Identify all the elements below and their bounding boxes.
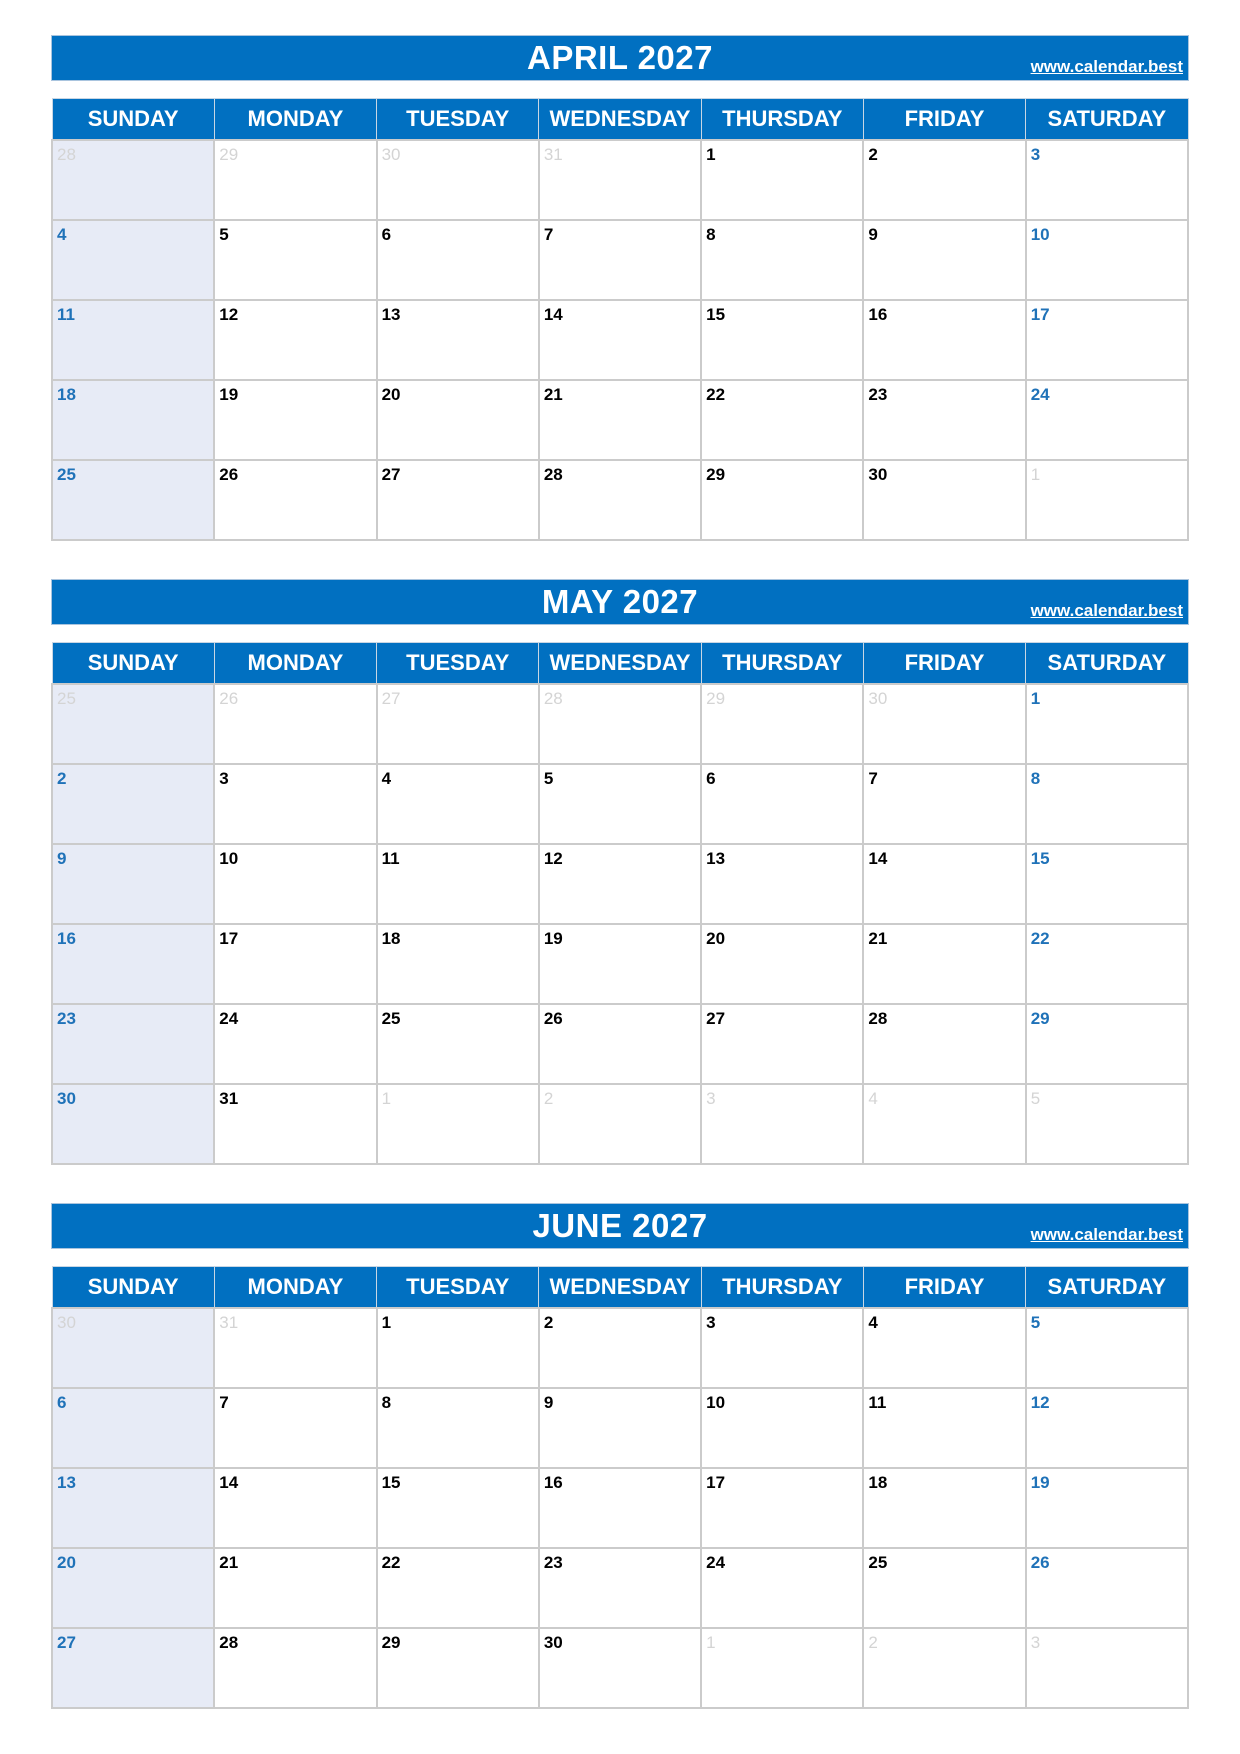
day-number: 30 [868, 465, 888, 484]
day-number: 23 [543, 1553, 563, 1572]
day-cell[interactable] [214, 140, 376, 220]
weekday-header-tuesday: TUESDAY [377, 99, 539, 141]
day-cell[interactable] [52, 1004, 214, 1084]
day-number: 28 [868, 1009, 888, 1028]
day-cell[interactable] [863, 1388, 1025, 1468]
day-number: 2 [543, 1313, 554, 1332]
day-cell[interactable] [214, 380, 376, 460]
weekday-header-monday: MONDAY [214, 1267, 376, 1309]
other-month-day-number: 30 [57, 1313, 76, 1332]
day-cell[interactable] [52, 684, 214, 764]
day-cell[interactable] [863, 764, 1025, 844]
week-row [52, 1548, 1188, 1628]
month-block-june [51, 1203, 1189, 1652]
day-cell[interactable] [539, 1388, 701, 1468]
day-number: 17 [706, 1473, 726, 1492]
other-month-day-number: 29 [219, 145, 239, 164]
day-cell[interactable] [863, 220, 1025, 300]
calendar-grid [51, 1266, 1189, 1709]
day-cell[interactable] [539, 300, 701, 380]
day-cell[interactable] [377, 1308, 539, 1388]
other-month-day-number: 26 [219, 689, 239, 708]
day-number: 27 [706, 1009, 726, 1028]
other-month-day-number: 2 [543, 1089, 554, 1108]
day-number: 11 [868, 1393, 887, 1412]
day-cell[interactable] [701, 924, 863, 1004]
day-number: 18 [868, 1473, 888, 1492]
day-cell[interactable] [214, 1468, 376, 1548]
day-number: 12 [543, 849, 563, 868]
day-cell[interactable] [214, 1004, 376, 1084]
day-number: 6 [57, 1393, 67, 1412]
other-month-day-number: 3 [706, 1089, 716, 1108]
day-number: 21 [219, 1553, 239, 1572]
day-cell[interactable] [863, 1628, 1025, 1708]
weekday-header-row [52, 643, 1188, 685]
day-number: 14 [868, 849, 888, 868]
other-month-day-number: 27 [381, 689, 401, 708]
day-cell[interactable] [863, 1004, 1025, 1084]
day-number: 22 [706, 385, 726, 404]
day-cell[interactable] [1026, 1308, 1188, 1388]
day-number: 8 [1030, 769, 1041, 788]
day-cell[interactable] [539, 1548, 701, 1628]
day-cell[interactable] [377, 1084, 539, 1164]
calendar-grid [51, 98, 1189, 541]
other-month-day-number: 28 [543, 689, 563, 708]
week-row [52, 300, 1188, 380]
month-title: APRIL 2027 [527, 39, 713, 76]
other-month-day-number: 31 [543, 145, 563, 164]
day-number: 26 [543, 1009, 563, 1028]
other-month-day-number: 3 [1030, 1633, 1041, 1652]
website-link[interactable]: www.calendar.best [1030, 57, 1183, 76]
day-cell[interactable] [52, 764, 214, 844]
day-number: 18 [57, 385, 76, 404]
day-number: 2 [868, 145, 878, 164]
day-number: 25 [868, 1553, 888, 1572]
day-cell[interactable] [539, 380, 701, 460]
day-cell[interactable] [52, 1308, 214, 1388]
day-number: 4 [868, 1313, 878, 1332]
day-cell[interactable] [377, 300, 539, 380]
week-row [52, 1084, 1188, 1164]
day-number: 25 [57, 465, 76, 484]
weekday-header-thursday: THURSDAY [701, 99, 863, 141]
day-cell[interactable] [863, 140, 1025, 220]
day-number: 30 [543, 1633, 563, 1652]
day-cell[interactable] [701, 684, 863, 764]
weekday-header-wednesday: WEDNESDAY [539, 99, 701, 141]
weekday-header-tuesday: TUESDAY [377, 1267, 539, 1309]
day-number: 5 [543, 769, 554, 788]
day-number: 18 [381, 929, 401, 948]
day-cell[interactable] [214, 684, 376, 764]
day-cell[interactable] [539, 460, 701, 540]
day-cell[interactable] [377, 1628, 539, 1708]
day-cell[interactable] [1026, 684, 1188, 764]
day-cell[interactable] [52, 140, 214, 220]
weekday-header-friday: FRIDAY [863, 99, 1025, 141]
day-cell[interactable] [214, 220, 376, 300]
day-number: 9 [543, 1393, 554, 1412]
other-month-day-number: 31 [219, 1313, 239, 1332]
week-row [52, 1388, 1188, 1468]
weekday-header-saturday: SATURDAY [1026, 643, 1188, 685]
day-cell[interactable] [52, 1388, 214, 1468]
month-title-bar [51, 1203, 1189, 1249]
day-cell[interactable] [701, 1004, 863, 1084]
day-number: 1 [1030, 689, 1041, 708]
other-month-day-number: 30 [868, 689, 888, 708]
day-number: 3 [219, 769, 229, 788]
day-cell[interactable] [1026, 380, 1188, 460]
day-cell[interactable] [539, 220, 701, 300]
day-number: 27 [381, 465, 401, 484]
week-row [52, 844, 1188, 924]
weekday-header-tuesday: TUESDAY [377, 643, 539, 685]
day-number: 22 [381, 1553, 401, 1572]
day-cell[interactable] [377, 460, 539, 540]
day-number: 30 [57, 1089, 76, 1108]
week-row [52, 924, 1188, 1004]
day-cell[interactable] [52, 924, 214, 1004]
day-number: 10 [706, 1393, 726, 1412]
weekday-header-saturday: SATURDAY [1026, 1267, 1188, 1309]
day-number: 14 [543, 305, 563, 324]
month-block-may [51, 579, 1189, 1108]
day-number: 28 [219, 1633, 239, 1652]
day-number: 19 [1030, 1473, 1050, 1492]
day-cell[interactable] [1026, 220, 1188, 300]
day-cell[interactable] [701, 1548, 863, 1628]
month-title: JUNE 2027 [532, 1207, 708, 1244]
website-link[interactable]: www.calendar.best [1030, 601, 1183, 620]
month-title-bar [51, 35, 1189, 81]
day-number: 14 [219, 1473, 239, 1492]
week-row [52, 140, 1188, 220]
day-cell[interactable] [863, 1468, 1025, 1548]
day-number: 20 [381, 385, 401, 404]
weekday-header-friday: FRIDAY [863, 1267, 1025, 1309]
day-number: 10 [1030, 225, 1050, 244]
day-number: 19 [543, 929, 563, 948]
day-cell[interactable] [863, 1308, 1025, 1388]
day-cell[interactable] [377, 1468, 539, 1548]
day-number: 17 [219, 929, 239, 948]
day-number: 7 [219, 1393, 229, 1412]
day-cell[interactable] [377, 140, 539, 220]
day-cell[interactable] [863, 684, 1025, 764]
day-cell[interactable] [539, 1628, 701, 1708]
day-cell[interactable] [1026, 844, 1188, 924]
day-cell[interactable] [539, 684, 701, 764]
week-row [52, 1004, 1188, 1084]
day-number: 23 [57, 1009, 76, 1028]
day-cell[interactable] [52, 220, 214, 300]
day-number: 24 [219, 1009, 239, 1028]
day-number: 26 [219, 465, 239, 484]
day-number: 8 [706, 225, 716, 244]
day-number: 27 [57, 1633, 76, 1652]
day-cell[interactable] [863, 1084, 1025, 1164]
other-month-day-number: 5 [1030, 1089, 1041, 1108]
day-number: 6 [706, 769, 716, 788]
day-number: 9 [868, 225, 878, 244]
weekday-header-saturday: SATURDAY [1026, 99, 1188, 141]
day-cell[interactable] [52, 1084, 214, 1164]
day-number: 24 [706, 1553, 726, 1572]
day-number: 4 [57, 225, 67, 244]
week-row [52, 1308, 1188, 1388]
day-number: 22 [1030, 929, 1050, 948]
day-cell[interactable] [701, 1084, 863, 1164]
day-cell[interactable] [214, 1548, 376, 1628]
weekday-header-sunday: SUNDAY [52, 99, 214, 141]
day-cell[interactable] [701, 220, 863, 300]
day-cell[interactable] [214, 1628, 376, 1708]
day-number: 11 [381, 849, 400, 868]
day-cell[interactable] [52, 300, 214, 380]
other-month-day-number: 30 [381, 145, 401, 164]
day-cell[interactable] [863, 1548, 1025, 1628]
weekday-header-monday: MONDAY [214, 643, 376, 685]
website-link[interactable]: www.calendar.best [1030, 1225, 1183, 1244]
day-cell[interactable] [377, 1548, 539, 1628]
day-number: 15 [706, 305, 726, 324]
day-cell[interactable] [214, 924, 376, 1004]
day-cell[interactable] [863, 380, 1025, 460]
week-row [52, 220, 1188, 300]
day-cell[interactable] [539, 140, 701, 220]
day-cell[interactable] [52, 1468, 214, 1548]
weekday-header-wednesday: WEDNESDAY [539, 1267, 701, 1309]
day-cell[interactable] [52, 460, 214, 540]
day-cell[interactable] [377, 924, 539, 1004]
day-cell[interactable] [863, 844, 1025, 924]
day-cell[interactable] [214, 1084, 376, 1164]
day-number: 17 [1030, 305, 1050, 324]
other-month-day-number: 1 [1030, 465, 1041, 484]
other-month-day-number: 4 [868, 1089, 878, 1108]
day-number: 8 [381, 1393, 392, 1412]
day-number: 23 [868, 385, 888, 404]
calendar-grid [51, 642, 1189, 1165]
week-row [52, 460, 1188, 540]
day-number: 1 [706, 145, 716, 164]
weekday-header-wednesday: WEDNESDAY [539, 643, 701, 685]
other-month-day-number: 1 [706, 1633, 716, 1652]
day-number: 13 [57, 1473, 76, 1492]
day-number: 21 [543, 385, 563, 404]
weekday-header-row [52, 1267, 1188, 1309]
week-row [52, 1468, 1188, 1548]
month-title-bar [51, 579, 1189, 625]
day-number: 7 [868, 769, 878, 788]
day-cell[interactable] [701, 300, 863, 380]
week-row [52, 684, 1188, 764]
day-cell[interactable] [539, 1308, 701, 1388]
day-cell[interactable] [701, 844, 863, 924]
day-cell[interactable] [377, 764, 539, 844]
day-number: 2 [57, 769, 67, 788]
month-title: MAY 2027 [541, 583, 699, 620]
weekday-header-thursday: THURSDAY [701, 643, 863, 685]
day-cell[interactable] [701, 380, 863, 460]
day-cell[interactable] [377, 220, 539, 300]
day-number: 29 [1030, 1009, 1050, 1028]
day-cell[interactable] [214, 844, 376, 924]
other-month-day-number: 29 [706, 689, 726, 708]
day-cell[interactable] [52, 1548, 214, 1628]
day-cell[interactable] [1026, 460, 1188, 540]
day-cell[interactable] [701, 140, 863, 220]
day-cell[interactable] [1026, 1468, 1188, 1548]
day-number: 25 [381, 1009, 401, 1028]
day-number: 20 [706, 929, 726, 948]
day-number: 19 [219, 385, 239, 404]
day-number: 11 [57, 305, 75, 324]
day-number: 16 [543, 1473, 563, 1492]
day-cell[interactable] [52, 380, 214, 460]
day-cell[interactable] [1026, 1084, 1188, 1164]
day-cell[interactable] [1026, 1004, 1188, 1084]
day-number: 13 [381, 305, 401, 324]
day-cell[interactable] [863, 460, 1025, 540]
day-cell[interactable] [1026, 1548, 1188, 1628]
day-cell[interactable] [539, 844, 701, 924]
day-cell[interactable] [1026, 300, 1188, 380]
day-number: 29 [706, 465, 726, 484]
day-cell[interactable] [377, 1388, 539, 1468]
day-number: 20 [57, 1553, 76, 1572]
day-number: 29 [381, 1633, 401, 1652]
day-number: 31 [219, 1089, 239, 1108]
other-month-day-number: 28 [57, 145, 76, 164]
day-number: 28 [543, 465, 563, 484]
day-cell[interactable] [539, 1084, 701, 1164]
day-cell[interactable] [701, 764, 863, 844]
day-cell[interactable] [1026, 1388, 1188, 1468]
day-number: 10 [219, 849, 239, 868]
day-cell[interactable] [214, 1308, 376, 1388]
day-number: 4 [381, 769, 392, 788]
day-number: 16 [57, 929, 76, 948]
day-number: 13 [706, 849, 726, 868]
day-cell[interactable] [214, 460, 376, 540]
day-number: 24 [1030, 385, 1050, 404]
day-number: 15 [1030, 849, 1050, 868]
day-number: 9 [57, 849, 67, 868]
week-row [52, 1628, 1188, 1708]
day-cell[interactable] [52, 844, 214, 924]
week-row [52, 764, 1188, 844]
day-cell[interactable] [701, 1388, 863, 1468]
day-cell[interactable] [52, 1628, 214, 1708]
day-cell[interactable] [701, 1628, 863, 1708]
day-cell[interactable] [377, 844, 539, 924]
weekday-header-sunday: SUNDAY [52, 643, 214, 685]
weekday-header-thursday: THURSDAY [701, 1267, 863, 1309]
other-month-day-number: 2 [868, 1633, 878, 1652]
day-cell[interactable] [377, 684, 539, 764]
day-cell[interactable] [701, 460, 863, 540]
weekday-header-row [52, 99, 1188, 141]
day-cell[interactable] [377, 380, 539, 460]
day-number: 3 [706, 1313, 716, 1332]
other-month-day-number: 25 [57, 689, 76, 708]
weekday-header-monday: MONDAY [214, 99, 376, 141]
day-cell[interactable] [539, 764, 701, 844]
month-block-april [51, 35, 1189, 484]
day-cell[interactable] [1026, 924, 1188, 1004]
day-cell[interactable] [1026, 140, 1188, 220]
day-number: 26 [1030, 1553, 1050, 1572]
day-cell[interactable] [1026, 764, 1188, 844]
day-number: 21 [868, 929, 888, 948]
other-month-day-number: 1 [381, 1089, 392, 1108]
week-row [52, 380, 1188, 460]
day-number: 6 [381, 225, 392, 244]
day-cell[interactable] [377, 1004, 539, 1084]
day-number: 12 [1030, 1393, 1050, 1412]
day-number: 5 [1030, 1313, 1041, 1332]
day-cell[interactable] [863, 300, 1025, 380]
day-cell[interactable] [214, 1388, 376, 1468]
day-cell[interactable] [539, 1004, 701, 1084]
day-cell[interactable] [539, 924, 701, 1004]
day-cell[interactable] [539, 1468, 701, 1548]
day-cell[interactable] [701, 1308, 863, 1388]
day-cell[interactable] [863, 924, 1025, 1004]
day-number: 12 [219, 305, 239, 324]
day-number: 1 [381, 1313, 392, 1332]
day-cell[interactable] [214, 300, 376, 380]
day-cell[interactable] [214, 764, 376, 844]
day-number: 7 [543, 225, 554, 244]
day-cell[interactable] [701, 1468, 863, 1548]
day-number: 5 [219, 225, 229, 244]
weekday-header-sunday: SUNDAY [52, 1267, 214, 1309]
day-number: 15 [381, 1473, 401, 1492]
weekday-header-friday: FRIDAY [863, 643, 1025, 685]
day-number: 16 [868, 305, 888, 324]
day-cell[interactable] [1026, 1628, 1188, 1708]
day-number: 3 [1030, 145, 1041, 164]
